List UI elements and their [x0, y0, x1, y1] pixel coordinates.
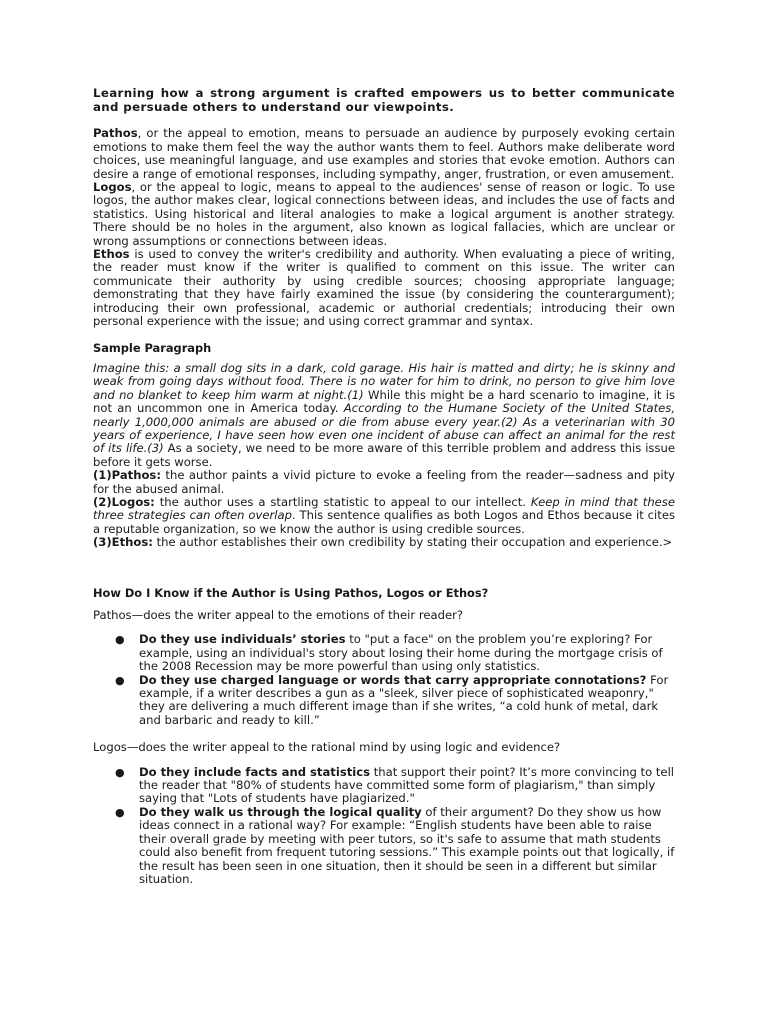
logos-paragraph: [93, 181, 675, 248]
note-ethos-label: (3)Ethos:: [93, 535, 153, 550]
list-item-text: of their argument? Do they show us how ideas connect in a rational way? For example: “English students have been able to raise their overall grade by meeting with peer tutors, so it's safe to assume that math students could also benefit from frequent tutoring sessions.” This example points out that logically, if the result has been seen in one situation, then it should be seen in a different but similar situation.: [139, 804, 675, 886]
list-item-bold: Do they use individuals’ stories: [139, 632, 346, 647]
logos-text: , or the appeal to logic, means to appeal to the audiences' sense of reason or logic. To use logos, the author makes clear, logical connections between ideas, and includes the use of facts and statistics. Using historical and literal analogies to make a logical argument is another strategy. There should be no holes in the argument, also known as logical fallacies, which are unclear or wrong assumptions or connections between ideas.: [93, 180, 675, 248]
sample-plain-1: While this might be a hard scenario to imagine, it is not an uncommon one in America today.: [93, 387, 676, 416]
note-pathos: [93, 469, 675, 496]
list-item-text: For example, if a writer describes a gun as a "sleek, silver piece of sophisticated weaponry," they are delivering a much different image than if she writes, “a cold hunk of metal, dark and barbaric and ready to kill.”: [139, 672, 669, 727]
ethos-term: Ethos: [93, 247, 130, 262]
logos-question: Logos—does the writer appeal to the rational mind by using logic and evidence?: [93, 740, 561, 755]
pathos-paragraph: [93, 127, 675, 181]
pathos-term: Pathos: [93, 126, 138, 141]
list-item-bold: Do they include facts and statistics: [139, 764, 371, 779]
list-item-text: to "put a face" on the problem you’re exploring? For example, using an individual's story about losing their home during the mortgage crisis of the 2008 Recession may be more powerful than using only statistics.: [139, 632, 663, 674]
ethos-paragraph: [93, 248, 675, 328]
pathos-list: [93, 633, 675, 727]
logos-term: Logos: [93, 180, 132, 195]
how-heading: How Do I Know if the Author is Using Pathos, Logos or Ethos?: [93, 585, 489, 600]
note-pathos-text: the author paints a vivid picture to evoke a feeling from the reader—sadness and pity for the abused animal.: [93, 468, 675, 496]
bullet-icon: ●: [115, 633, 125, 647]
note-logos: [93, 496, 675, 536]
document-body: [93, 86, 675, 886]
note-logos-italic: Keep in mind that these three strategies can often overlap: [93, 494, 675, 523]
pathos-question: Pathos—does the writer appeal to the emotions of their reader?: [93, 608, 463, 622]
note-ethos: [93, 536, 675, 549]
sample-italic-2: According to the Humane Society of the United States, nearly 1,000,000 animals are abused or die from abuse every year.(2) As a veterinarian with 30 years of experience, I have seen how even one incident of abuse can affect an animal for the rest of its life.(3): [93, 401, 675, 456]
list-item: [93, 633, 675, 673]
bullet-icon: ●: [115, 805, 125, 819]
list-item: [93, 674, 675, 728]
bullet-icon: ●: [115, 765, 125, 779]
note-pathos-label: (1)Pathos:: [93, 468, 161, 483]
list-item-bold: Do they use charged language or words that carry appropriate connotations?: [139, 672, 647, 687]
list-item: [93, 766, 675, 806]
note-logos-text: the author uses a startling statistic to appeal to our intellect.: [154, 494, 531, 509]
list-item-text: that support their point? It’s more convincing to tell the reader that "80% of students have committed some form of plagiarism," than simply saying that "Lots of students have plagiarized.": [139, 764, 675, 806]
sample-paragraph: [93, 362, 675, 469]
note-ethos-text: the author establishes their own credibility by stating their occupation and experience.>: [152, 535, 673, 550]
logos-list: [93, 766, 675, 887]
bullet-icon: ●: [115, 673, 125, 687]
list-item: [93, 806, 675, 886]
sample-heading: Sample Paragraph: [93, 340, 212, 355]
sample-plain-2: As a society, we need to be more aware of this terrible problem and address this issue before it gets worse.: [93, 441, 675, 469]
ethos-text: is used to convey the writer's credibility and authority. When evaluating a piece of writing, the reader must know if the writer is qualified to comment on this issue. The writer can communicate their authority by using credible sources; choosing appropriate language; demonstrating that they have fairly examined the issue (by considering the counterargument); introducing their own professional, academic or authorial credentials; introducing their own personal experience with the issue; and using correct grammar and syntax.: [93, 247, 675, 329]
sample-italic-1: Imagine this: a small dog sits in a dark, cold garage. His hair is matted and dirty; he is skinny and weak from going days without food. There is no water for him to drink, no person to give him love and no blanket to keep him warm at night.(1): [93, 360, 675, 402]
note-logos-text-2: . This sentence qualifies as both Logos and Ethos because it cites a reputable organization, so we know the author is using credible sources.: [93, 508, 675, 536]
pathos-text: , or the appeal to emotion, means to persuade an audience by purposely evoking certain emotions to make them feel the way the author wants them to feel. Authors make deliberate word choices, use meaningful language, and use examples and stories that evoke emotion. Authors can desire a range of emotional responses, including sympathy, anger, frustration, or even amusement.: [93, 126, 675, 181]
list-item-bold: Do they walk us through the logical quality: [139, 804, 422, 819]
lead-paragraph: Learning how a strong argument is crafted empowers us to better communicate and persuade others to understand our viewpoints.: [93, 86, 675, 115]
note-logos-label: (2)Logos:: [93, 494, 155, 509]
